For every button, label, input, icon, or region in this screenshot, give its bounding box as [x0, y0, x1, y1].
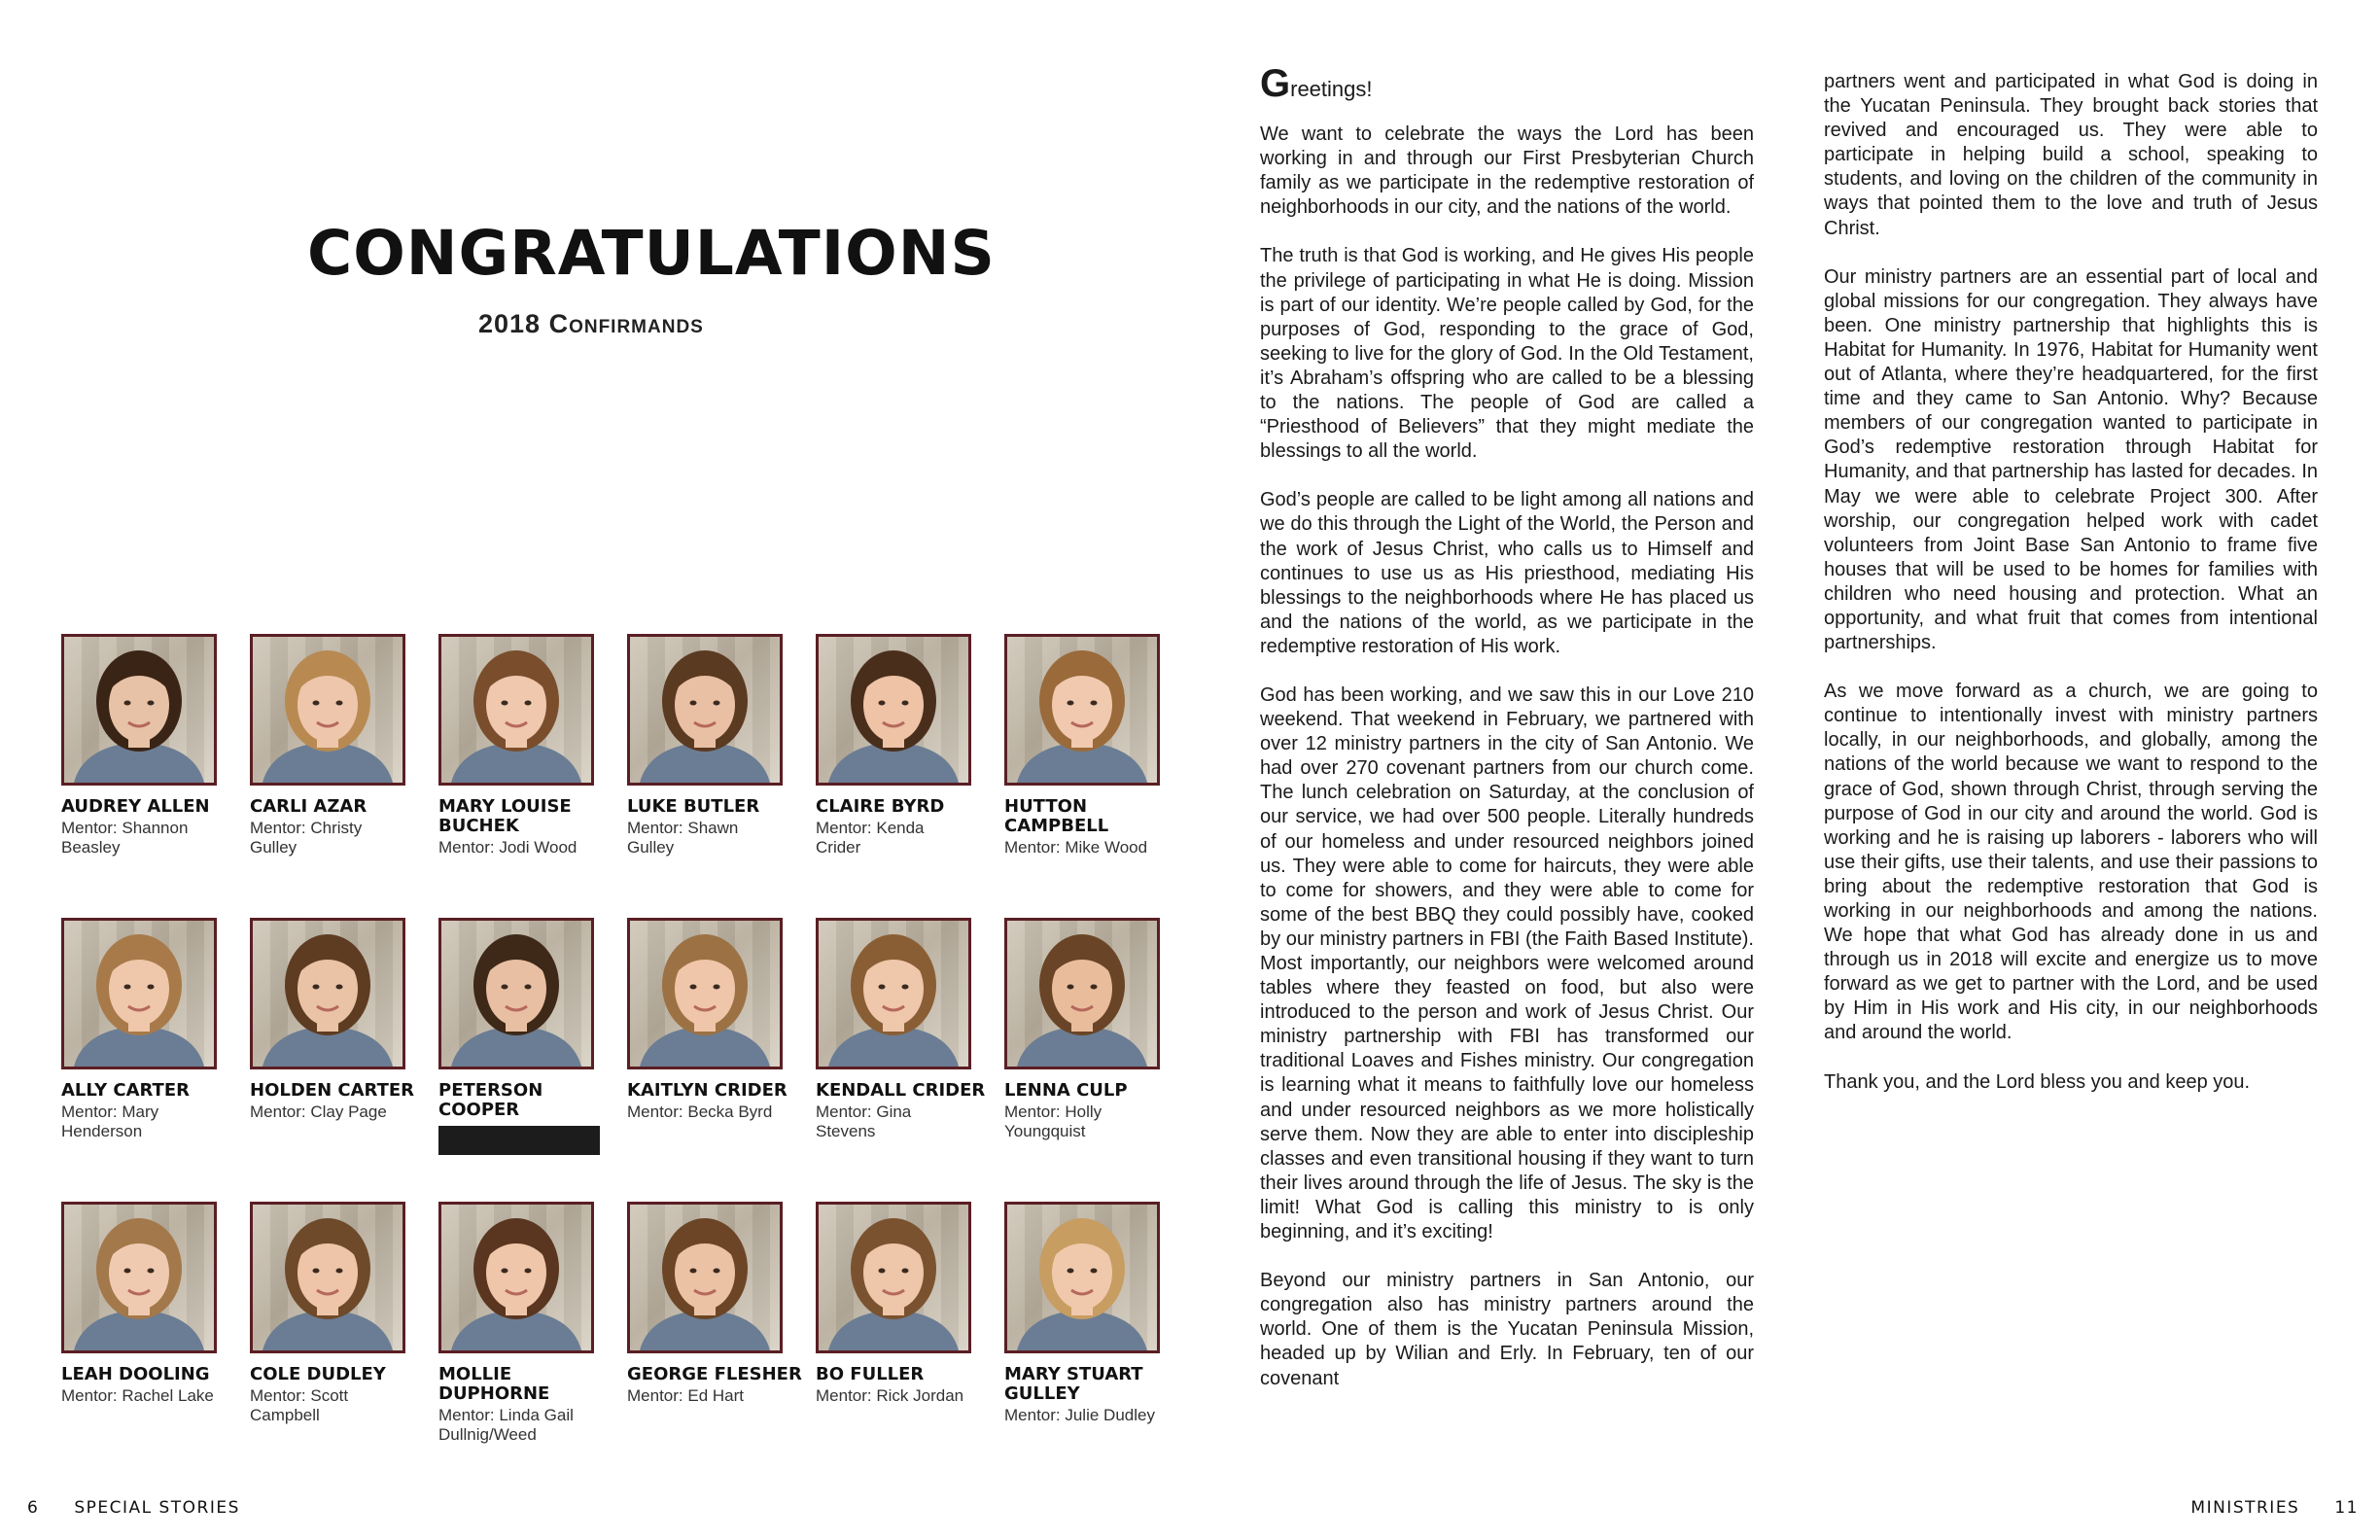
portrait-photo	[61, 918, 217, 1069]
confirmand-name: COLE DUDLEY	[250, 1364, 386, 1384]
confirmand-name: MARY LOUISE BUCHEK	[438, 796, 572, 836]
portrait-photo	[61, 634, 217, 786]
portrait-photo	[816, 1202, 971, 1353]
confirmand-card	[1004, 918, 1179, 1141]
confirmand-name: LENNA CULP	[1004, 1080, 1128, 1101]
confirmand-grid	[61, 634, 1170, 1451]
person-portrait-icon	[1007, 1205, 1157, 1350]
confirmand-card	[816, 1202, 991, 1406]
portrait-photo	[627, 634, 783, 786]
portrait-photo	[438, 1202, 594, 1353]
person-portrait-icon	[253, 921, 402, 1067]
paragraph: Beyond our ministry partners in San Antonio, our congregation also has ministry partners around the world. One of them is the Yucatan Peninsula Mission, headed up by Wilian and Erly. In February, ten of our covenant	[1260, 1270, 1754, 1389]
page-title: CONGRATULATIONS	[307, 218, 996, 289]
portrait-photo	[250, 634, 405, 786]
mentor-label: Mentor: Gina Stevens	[816, 1102, 912, 1140]
person-portrait-icon	[819, 1205, 968, 1350]
person-portrait-icon	[441, 637, 591, 783]
mentor-label: Mentor: Holly Youngquist	[1004, 1102, 1102, 1140]
article-column-1	[1260, 62, 1754, 1416]
confirmand-card	[61, 1202, 236, 1406]
portrait-photo	[1004, 1202, 1160, 1353]
confirmand-name: CLAIRE BYRD	[816, 796, 945, 817]
section-label: SPECIAL STORIES	[74, 1498, 240, 1518]
page-subtitle: 2018 Confirmands	[478, 309, 704, 338]
confirmand-name: PETERSON COOPER	[438, 1080, 543, 1120]
mentor-label: Mentor: Rachel Lake	[61, 1386, 214, 1405]
confirmand-name: HOLDEN CARTER	[250, 1080, 415, 1101]
confirmand-card	[250, 918, 425, 1122]
greeting-rest: reetings!	[1290, 77, 1373, 101]
person-portrait-icon	[630, 921, 780, 1067]
portrait-photo	[61, 1202, 217, 1353]
portrait-photo	[816, 634, 971, 786]
paragraph: God has been working, and we saw this in our Love 210 weekend. That weekend in February, we partnered with over 12 ministry partners in the city of San Antonio. We had over 270 covenant partners from our church come. The lunch celebration on Saturday, at the conclusion of our service, we had over 500 people. Literally hundreds of our homeless and under resourced neighbors joined us. They were able to come for haircuts, they were able to come for showers, and they were able to come for some of the best BBQ they could possibly have, cooked by our ministry partners in FBI (the Faith Based Institute). Most importantly, our neighbors were welcomed around tables where they feasted on food, but also were introduced to the person and work of Jesus Christ. Our ministry partnership with FBI has transformed our traditional Loaves and Fishes ministry. Our congregation is learning what it means to faithfully love our homeless and under resourced neighbors as we more holistically serve them. Now they are able to enter into discipleship classes and even transitional housing if they want to turn their lives around through the life of Jesus. The sky is the limit! What God is calling this ministry to is only beginning, and it’s exciting!	[1260, 683, 1754, 1243]
mentor-label: Mentor: Clay Page	[250, 1102, 387, 1121]
mentor-label: Mentor: Shannon Beasley	[61, 819, 189, 857]
mentor-label: Mentor: Mike Wood	[1004, 838, 1148, 857]
confirmand-name: HUTTON CAMPBELL	[1004, 796, 1109, 836]
mentor-label: Mentor: Christy Gulley	[250, 819, 363, 857]
confirmand-card	[438, 1202, 613, 1445]
mentor-label: Mentor: Ed Hart	[627, 1386, 744, 1405]
person-portrait-icon	[630, 1205, 780, 1350]
confirmand-card	[627, 1202, 802, 1406]
person-portrait-icon	[253, 1205, 402, 1350]
person-portrait-icon	[630, 637, 780, 783]
footer-left	[27, 1498, 240, 1518]
mentor-label: Mentor: Shawn Gulley	[627, 819, 739, 857]
section-label: MINISTRIES	[2190, 1498, 2300, 1518]
portrait-photo	[816, 918, 971, 1069]
confirmand-name: BO FULLER	[816, 1364, 925, 1384]
mentor-label: Mentor: Scott Campbell	[250, 1386, 349, 1424]
portrait-photo	[438, 918, 594, 1069]
confirmand-name: ALLY CARTER	[61, 1080, 190, 1101]
mentor-label: Mentor: Jodi Wood	[438, 838, 578, 857]
confirmand-card	[816, 634, 991, 858]
person-portrait-icon	[1007, 637, 1157, 783]
paragraph: Thank you, and the Lord bless you and keep you.	[1824, 1070, 2251, 1093]
confirmand-name: GEORGE FLESHER	[627, 1364, 802, 1384]
confirmand-card	[61, 634, 236, 858]
mentor-label: Mentor: Julie Dudley	[1004, 1406, 1155, 1424]
confirmand-card	[816, 918, 991, 1141]
mentor-label: Mentor: Mary Henderson	[61, 1102, 159, 1140]
confirmand-card	[250, 634, 425, 858]
confirmand-card	[61, 918, 236, 1141]
page-number: 11	[2334, 1498, 2359, 1518]
paragraph: We want to celebrate the ways the Lord has been working in and through our First Presbyterian Church family as we participate in the redemptive restoration of neighborhoods in our city, and the nations of the world.	[1260, 123, 1754, 219]
person-portrait-icon	[64, 921, 214, 1067]
paragraph: Our ministry partners are an essential part of local and global missions for our congregation. They always have been. One ministry partnership that highlights this is Habitat for Humanity. In 1976, Habitat for Humanity went out of Atlanta, where they’re headquartered, for the first time and they came to San Antonio. Why? Because members of our congregation wanted to participate in God’s redemptive restoration through Habitat for Humanity, and that partnership has lasted for decades. In May we were able to celebrate Project 300. After worship, our congregation helped work with cadet volunteers from Joint Base San Antonio to frame five houses that will be used to be homes for families with children who need housing and protection. What an opportunity, and what fruit that comes from intentional partnerships.	[1824, 265, 2318, 654]
confirmand-name: KAITLYN CRIDER	[627, 1080, 788, 1101]
person-portrait-icon	[1007, 921, 1157, 1067]
confirmand-card	[1004, 634, 1179, 858]
person-portrait-icon	[64, 1205, 214, 1350]
confirmand-name: MARY STUART GULLEY	[1004, 1364, 1143, 1404]
confirmand-name: LEAH DOOLING	[61, 1364, 210, 1384]
greeting-initial: G	[1260, 62, 1291, 105]
paragraph: The truth is that God is working, and He gives His people the privilege of participating in what He is doing. Mission is part of our identity. We’re people called by God, for the purposes of God, responding to the grace of God, seeking to live for the glory of God. In the Old Testament, it’s Abraham’s offspring who are called to be a blessing to the nations. The people of God are called a “Priesthood of Believers” that they might mediate the blessings to all the world.	[1260, 245, 1754, 463]
confirmand-card	[438, 918, 613, 1155]
page-number: 6	[27, 1498, 40, 1518]
redaction-bar	[438, 1126, 600, 1155]
confirmand-card	[250, 1202, 425, 1425]
paragraph: As we move forward as a church, we are going to continue to intentionally invest with ministry partners locally, in our neighborhoods, and globally, among the nations of the world because we want to respond to the grace of God, shown through Christ, through serving the purpose of God in our city and around the world. God is working and he is raising up laborers - laborers who will use their gifts, use their talents, and use their passions to bring about the redemptive restoration that God is working in our neighborhoods and among the nations. We hope that what God has already done in us and through us in 2018 will excite and energize us to move forward as we get to partner with the Lord, and be used by Him in His work and His city, in our neighborhoods and around the world.	[1824, 681, 2318, 1044]
confirmand-card	[627, 634, 802, 858]
portrait-photo	[250, 918, 405, 1069]
portrait-photo	[1004, 634, 1160, 786]
greeting	[1260, 62, 1754, 105]
person-portrait-icon	[441, 921, 591, 1067]
mentor-label: Mentor: Becka Byrd	[627, 1102, 773, 1121]
confirmand-card	[627, 918, 802, 1122]
mentor-label: Mentor: Kenda Crider	[816, 819, 925, 857]
confirmand-name: CARLI AZAR	[250, 796, 368, 817]
confirmand-name: LUKE BUTLER	[627, 796, 760, 817]
portrait-photo	[627, 918, 783, 1069]
portrait-photo	[438, 634, 594, 786]
paragraph: God’s people are called to be light among all nations and we do this through the Light of the World, the Person and the work of Jesus Christ, who calls us to Himself and continues to use us as His priesthood, mediating His blessings to the neighborhoods where He has placed us and the nations of the world, as we participate in the redemptive restoration of His work.	[1260, 489, 1754, 657]
confirmand-card	[438, 634, 613, 858]
confirmand-card	[1004, 1202, 1179, 1425]
confirmand-name: MOLLIE DUPHORNE	[438, 1364, 550, 1404]
portrait-photo	[250, 1202, 405, 1353]
person-portrait-icon	[253, 637, 402, 783]
person-portrait-icon	[441, 1205, 591, 1350]
mentor-label: Mentor: Linda Gail Dullnig/Weed	[438, 1406, 574, 1444]
confirmand-name: KENDALL CRIDER	[816, 1080, 986, 1101]
article-column-2	[1824, 70, 2318, 1119]
mentor-label: Mentor: Rick Jordan	[816, 1386, 964, 1405]
person-portrait-icon	[819, 637, 968, 783]
confirmand-name: AUDREY ALLEN	[61, 796, 210, 817]
portrait-photo	[627, 1202, 783, 1353]
footer-right	[2190, 1498, 2359, 1518]
paragraph: partners went and participated in what God is doing in the Yucatan Peninsula. They brought back stories that revived and encouraged us. They were able to participate in helping build a school, speaking to students, and loving on the children of the community in ways that pointed them to the love and truth of Jesus Christ.	[1824, 71, 2318, 239]
portrait-photo	[1004, 918, 1160, 1069]
person-portrait-icon	[64, 637, 214, 783]
person-portrait-icon	[819, 921, 968, 1067]
